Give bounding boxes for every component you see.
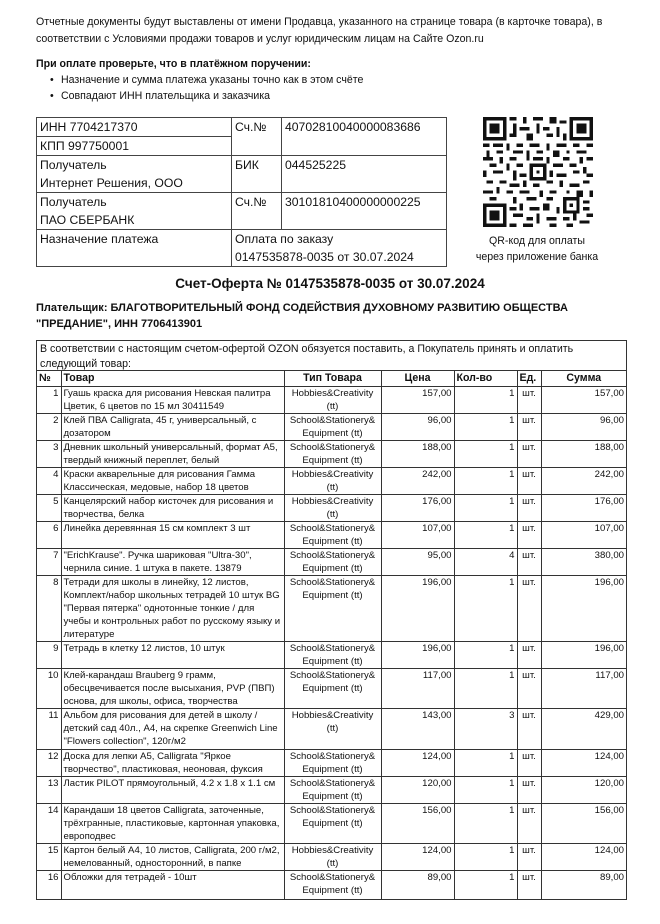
- row-sum: 117,00: [541, 669, 626, 709]
- table-row: [37, 804, 626, 844]
- row-quantity: 1: [454, 495, 517, 522]
- row-quantity: 1: [454, 750, 517, 777]
- payment-purpose-line1: Оплата по заказу: [235, 232, 334, 246]
- recipient-cell: [37, 156, 232, 193]
- table-row: [37, 549, 626, 576]
- table-row: [37, 495, 626, 522]
- row-sum: 124,00: [541, 750, 626, 777]
- table-row: [37, 414, 626, 441]
- row-quantity: 1: [454, 777, 517, 804]
- kpp-value: КПП 997750001: [37, 137, 232, 156]
- row-number: 8: [37, 576, 61, 642]
- row-sum: 89,00: [541, 871, 626, 899]
- row-unit: шт.: [517, 642, 541, 669]
- table-row: [37, 871, 626, 899]
- row-sum: 188,00: [541, 441, 626, 468]
- row-number: 14: [37, 804, 61, 844]
- qr-caption: [462, 233, 612, 265]
- row-price: 120,00: [381, 777, 454, 804]
- items-intro: В соответствии с настоящим счетом-офертой OZON обязуется поставить, а Покупатель принять и оплатить следующий товар:: [40, 343, 574, 370]
- header-product-type: Тип Товара: [284, 371, 381, 387]
- payment-purpose-label: Назначение платежа: [37, 230, 232, 267]
- row-unit: шт.: [517, 387, 541, 414]
- row-product-name: Карандаши 18 цветов Calligrata, заточенные, трёхгранные, пластиковые, картонная упаковка, европодвес: [61, 804, 284, 844]
- row-unit: шт.: [517, 495, 541, 522]
- row-product-name: Краски акварельные для рисования Гамма Классическая, медовые, набор 18 цветов: [61, 468, 284, 495]
- bank-name: ПАО СБЕРБАНК: [40, 213, 135, 227]
- row-sum: 124,00: [541, 844, 626, 871]
- row-unit: шт.: [517, 844, 541, 871]
- row-product-name: Тетради для школы в линейку, 12 листов, Комплект/набор школьных тетрадей 10 штук BG "Первая пятерка" однотонные тонкие / для учебы и контрольных работ по русскому языку и литературе: [61, 576, 284, 642]
- row-quantity: 1: [454, 669, 517, 709]
- qr-caption-line1: QR-код для оплаты: [489, 235, 585, 247]
- row-price: 124,00: [381, 844, 454, 871]
- row-quantity: 1: [454, 844, 517, 871]
- row-unit: шт.: [517, 522, 541, 549]
- row-product-name: Клей-карандаш Brauberg 9 грамм, обесцвечивается после высыхания, PVP (ПВП) основа, для школы, офиса, творчества: [61, 669, 284, 709]
- payment-check-list: [50, 72, 363, 104]
- row-unit: шт.: [517, 414, 541, 441]
- row-product-name: Линейка деревянная 15 см комплект 3 шт: [61, 522, 284, 549]
- row-unit: шт.: [517, 549, 541, 576]
- row-quantity: 1: [454, 414, 517, 441]
- table-row: [37, 669, 626, 709]
- row-sum: 380,00: [541, 549, 626, 576]
- row-sum: 107,00: [541, 522, 626, 549]
- row-number: 13: [37, 777, 61, 804]
- header-product: Товар: [61, 371, 284, 387]
- row-number: 9: [37, 642, 61, 669]
- row-unit: шт.: [517, 468, 541, 495]
- row-price: 156,00: [381, 804, 454, 844]
- row-product-type: School&Stationery& Equipment (tt): [284, 750, 381, 777]
- payment-check-title: При оплате проверьте, что в платёжном поручении:: [36, 58, 311, 70]
- row-price: 196,00: [381, 576, 454, 642]
- row-number: 12: [37, 750, 61, 777]
- table-row: [37, 576, 626, 642]
- table-row: [37, 844, 626, 871]
- row-product-type: School&Stationery& Equipment (tt): [284, 522, 381, 549]
- row-product-type: School&Stationery& Equipment (tt): [284, 549, 381, 576]
- row-quantity: 1: [454, 441, 517, 468]
- row-quantity: 3: [454, 709, 517, 750]
- correspondent-account-value: 30101810400000000225: [282, 193, 447, 230]
- qr-code-icon: [483, 117, 593, 227]
- row-product-name: Доска для лепки А5, Calligrata "Яркое творчество", пластиковая, неоновая, фуксия: [61, 750, 284, 777]
- header-sum: Сумма: [541, 371, 626, 387]
- row-sum: 96,00: [541, 414, 626, 441]
- payment-purpose-line2: 0147535878-0035 от 30.07.2024: [235, 250, 414, 264]
- row-product-name: Обложки для тетрадей - 10шт: [61, 871, 284, 899]
- header-price: Цена: [381, 371, 454, 387]
- row-quantity: 1: [454, 576, 517, 642]
- row-price: 107,00: [381, 522, 454, 549]
- table-row: [37, 750, 626, 777]
- row-product-name: Гуашь краска для рисования Невская палитра Цветик, 6 цветов по 15 мл 30411549: [61, 387, 284, 414]
- row-number: 2: [37, 414, 61, 441]
- row-quantity: 1: [454, 804, 517, 844]
- row-quantity: 1: [454, 522, 517, 549]
- row-unit: шт.: [517, 777, 541, 804]
- row-quantity: 1: [454, 387, 517, 414]
- invoice-title: Счет-Оферта № 0147535878-0035 от 30.07.2024: [175, 276, 485, 291]
- payment-purpose-cell: [232, 230, 447, 267]
- row-product-type: School&Stationery& Equipment (tt): [284, 669, 381, 709]
- row-product-type: Hobbies&Creativity (tt): [284, 495, 381, 522]
- row-product-name: Картон белый А4, 10 листов, Calligrata, 200 г/м2, немелованный, односторонний, в папке: [61, 844, 284, 871]
- table-row: [37, 777, 626, 804]
- row-number: 15: [37, 844, 61, 871]
- row-sum: 196,00: [541, 576, 626, 642]
- recipient-label: Получатель: [40, 158, 107, 172]
- row-sum: 156,00: [541, 804, 626, 844]
- row-number: 3: [37, 441, 61, 468]
- qr-caption-line2: через приложение банка: [475, 251, 599, 263]
- row-product-type: Hobbies&Creativity (tt): [284, 387, 381, 414]
- row-price: 95,00: [381, 549, 454, 576]
- row-product-type: School&Stationery& Equipment (tt): [284, 642, 381, 669]
- row-product-type: School&Stationery& Equipment (tt): [284, 804, 381, 844]
- row-product-name: "ErichKrause". Ручка шариковая "Ultra-30", чернила синие. 1 штука в пакете. 13879: [61, 549, 284, 576]
- row-quantity: 1: [454, 871, 517, 899]
- row-sum: 242,00: [541, 468, 626, 495]
- items-table: [37, 370, 626, 899]
- reporting-documents-notice: Отчетные документы будут выставлены от имени Продавца, указанного на странице товара (в карточке товара), в соответствии с Условиями продажи товаров и услуг юридическим лицам на Сайте Ozon.ru: [36, 16, 603, 45]
- row-product-type: School&Stationery& Equipment (tt): [284, 777, 381, 804]
- row-sum: 176,00: [541, 495, 626, 522]
- table-row: [37, 387, 626, 414]
- row-sum: 157,00: [541, 387, 626, 414]
- row-number: 10: [37, 669, 61, 709]
- bik-label: БИК: [232, 156, 282, 193]
- account-label: Сч.№: [232, 118, 282, 156]
- row-quantity: 1: [454, 468, 517, 495]
- row-number: 6: [37, 522, 61, 549]
- row-product-name: Тетрадь в клетку 12 листов, 10 штук: [61, 642, 284, 669]
- row-price: 157,00: [381, 387, 454, 414]
- row-price: 96,00: [381, 414, 454, 441]
- row-product-type: Hobbies&Creativity (tt): [284, 468, 381, 495]
- table-row: [37, 709, 626, 750]
- row-price: 242,00: [381, 468, 454, 495]
- row-price: 124,00: [381, 750, 454, 777]
- row-product-type: School&Stationery& Equipment (tt): [284, 576, 381, 642]
- row-price: 117,00: [381, 669, 454, 709]
- row-unit: шт.: [517, 750, 541, 777]
- row-product-name: Альбом для рисования для детей в школу / детский сад 40л., А4, на скрепке Greenwich Line "Flowers collection", 120г/м2: [61, 709, 284, 750]
- account-label: Сч.№: [232, 193, 282, 230]
- row-number: 4: [37, 468, 61, 495]
- row-product-type: Hobbies&Creativity (tt): [284, 709, 381, 750]
- row-price: 89,00: [381, 871, 454, 899]
- bank-cell: [37, 193, 232, 230]
- row-price: 143,00: [381, 709, 454, 750]
- row-number: 7: [37, 549, 61, 576]
- recipient-name: Интернет Решения, ООО: [40, 176, 183, 190]
- row-product-name: Дневник школьный универсальный, формат А5, твердый книжный переплет, белый: [61, 441, 284, 468]
- row-unit: шт.: [517, 871, 541, 899]
- row-product-name: Клей ПВА Calligrata, 45 г, универсальный, с дозатором: [61, 414, 284, 441]
- bank-label: Получатель: [40, 195, 107, 209]
- row-unit: шт.: [517, 669, 541, 709]
- row-price: 196,00: [381, 642, 454, 669]
- row-price: 176,00: [381, 495, 454, 522]
- row-product-name: Ластик PILOT прямоугольный, 4.2 x 1.8 x 1.1 см: [61, 777, 284, 804]
- row-unit: шт.: [517, 576, 541, 642]
- row-number: 16: [37, 871, 61, 899]
- row-sum: 429,00: [541, 709, 626, 750]
- header-quantity: Кол-во: [454, 371, 517, 387]
- bik-value: 044525225: [282, 156, 447, 193]
- bank-details-table: [36, 117, 447, 267]
- row-price: 188,00: [381, 441, 454, 468]
- row-unit: шт.: [517, 709, 541, 750]
- header-number: №: [37, 371, 61, 387]
- row-number: 11: [37, 709, 61, 750]
- row-quantity: 4: [454, 549, 517, 576]
- inn-value: ИНН 7704217370: [37, 118, 232, 137]
- row-sum: 196,00: [541, 642, 626, 669]
- table-row: [37, 441, 626, 468]
- row-unit: шт.: [517, 441, 541, 468]
- payer-info: Плательщик: БЛАГОТВОРИТЕЛЬНЫЙ ФОНД СОДЕЙСТВИЯ ДУХОВНОМУ РАЗВИТИЮ ОБЩЕСТВА "ПРЕДАНИЕ", ИНН 7706413901: [36, 302, 568, 330]
- row-product-type: School&Stationery& Equipment (tt): [284, 414, 381, 441]
- row-product-type: Hobbies&Creativity (tt): [284, 844, 381, 871]
- table-row: [37, 468, 626, 495]
- payment-check-item: • Совпадают ИНН плательщика и заказчика: [50, 88, 363, 104]
- row-number: 1: [37, 387, 61, 414]
- row-product-type: School&Stationery& Equipment (tt): [284, 441, 381, 468]
- header-unit: Ед.: [517, 371, 541, 387]
- payment-check-item: • Назначение и сумма платежа указаны точно как в этом счёте: [50, 72, 363, 88]
- row-product-type: School&Stationery& Equipment (tt): [284, 871, 381, 899]
- table-row: [37, 522, 626, 549]
- settlement-account-value: 40702810040000083686: [282, 118, 447, 156]
- items-table-container: [36, 340, 627, 900]
- row-number: 5: [37, 495, 61, 522]
- row-sum: 120,00: [541, 777, 626, 804]
- table-row: [37, 642, 626, 669]
- row-quantity: 1: [454, 642, 517, 669]
- row-product-name: Канцелярский набор кисточек для рисования и творчества, белка: [61, 495, 284, 522]
- row-unit: шт.: [517, 804, 541, 844]
